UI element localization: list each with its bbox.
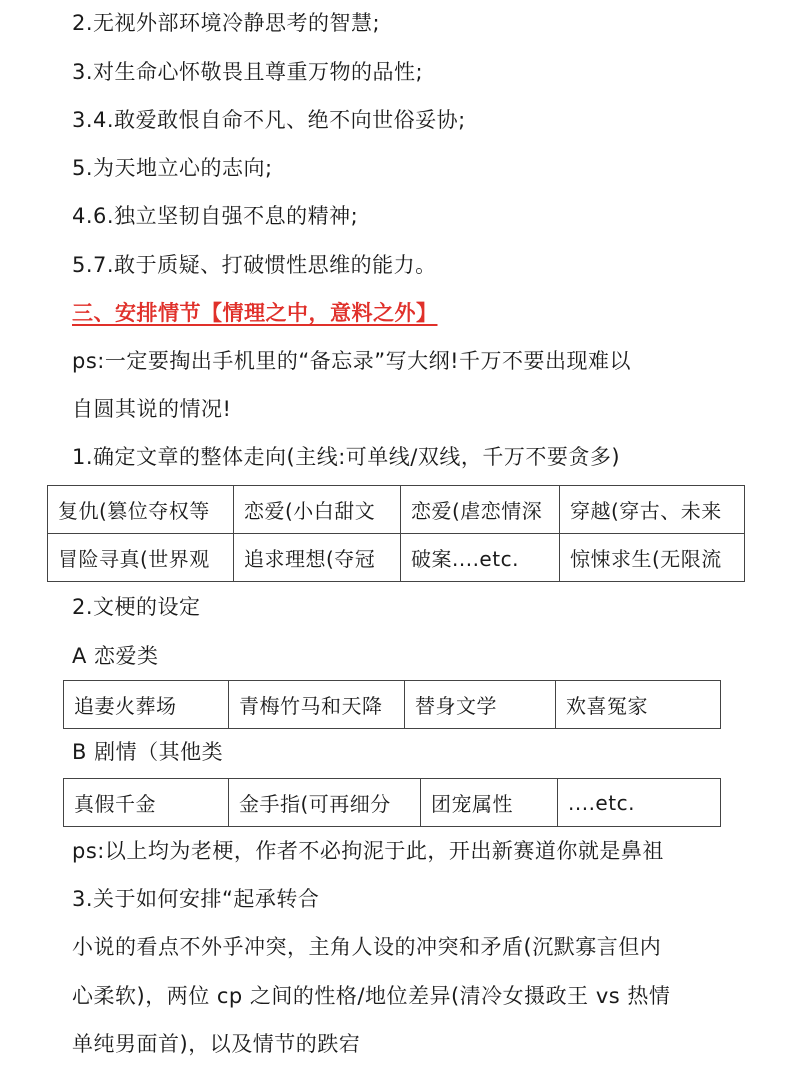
list-item: 5.为天地立心的志向;: [72, 156, 273, 180]
list-item: 5.7.敢于质疑、打破惯性思维的能力。: [72, 253, 437, 277]
list-item: 2.无视外部环境冷静思考的智慧;: [72, 11, 381, 35]
paragraph-line: 单纯男面首)，以及情节的跌宕: [72, 1032, 361, 1056]
table-cell: 替身文学: [405, 681, 556, 729]
ps-note: ps:一定要掏出手机里的“备忘录”写大纲!千万不要出现难以: [72, 349, 632, 373]
table-cell: 青梅竹马和天降: [229, 681, 405, 729]
table-row: [48, 486, 745, 534]
paragraph-line: 心柔软)，两位 cp 之间的性格/地位差异(清冷女摄政王 vs 热情: [72, 984, 671, 1008]
table-cell: 冒险寻真(世界观: [48, 534, 234, 582]
table-cell: 惊悚求生(无限流: [560, 534, 745, 582]
table-cell: 追妻火葬场: [64, 681, 229, 729]
category-label: B 剧情（其他类: [72, 740, 224, 764]
arrange-item: 3.关于如何安排“起承转合: [72, 887, 320, 911]
settings-item: 2.文梗的设定: [72, 595, 201, 619]
list-item: 3.对生命心怀敬畏且尊重万物的品性;: [72, 60, 424, 84]
table-cell: 恋爱(虐恋情深: [401, 486, 560, 534]
list-item: 3.4.敢爱敢恨自命不凡、绝不向世俗妥协;: [72, 108, 466, 132]
direction-item: 1.确定文章的整体走向(主线:可单线/双线，千万不要贪多): [72, 445, 621, 469]
table-row: [48, 534, 745, 582]
table-cell: 复仇(篡位夺权等: [48, 486, 234, 534]
romance-tropes-table: [63, 680, 721, 729]
table-cell: 破案....etc.: [401, 534, 560, 582]
table-cell: 真假千金: [64, 779, 229, 827]
plot-tropes-table: [63, 778, 721, 827]
section-heading: 三、安排情节【情理之中，意料之外】: [72, 301, 438, 325]
table-cell: ....etc.: [558, 779, 721, 827]
table-row: [64, 681, 721, 729]
list-item: 4.6.独立坚韧自强不息的精神;: [72, 204, 359, 228]
table-cell: 欢喜冤家: [556, 681, 721, 729]
ps-note: ps:以上均为老梗，作者不必拘泥于此，开出新赛道你就是鼻祖: [72, 839, 664, 863]
table-cell: 团宠属性: [421, 779, 558, 827]
table-row: [64, 779, 721, 827]
table-cell: 金手指(可再细分: [229, 779, 421, 827]
paragraph-line: 小说的看点不外乎冲突，主角人设的冲突和矛盾(沉默寡言但内: [72, 935, 662, 959]
ps-note-continued: 自圆其说的情况!: [72, 397, 232, 421]
table-cell: 追求理想(夺冠: [234, 534, 401, 582]
plot-direction-table: [47, 485, 745, 582]
category-label: A 恋爱类: [72, 644, 159, 668]
table-cell: 穿越(穿古、未来: [560, 486, 745, 534]
table-cell: 恋爱(小白甜文: [234, 486, 401, 534]
